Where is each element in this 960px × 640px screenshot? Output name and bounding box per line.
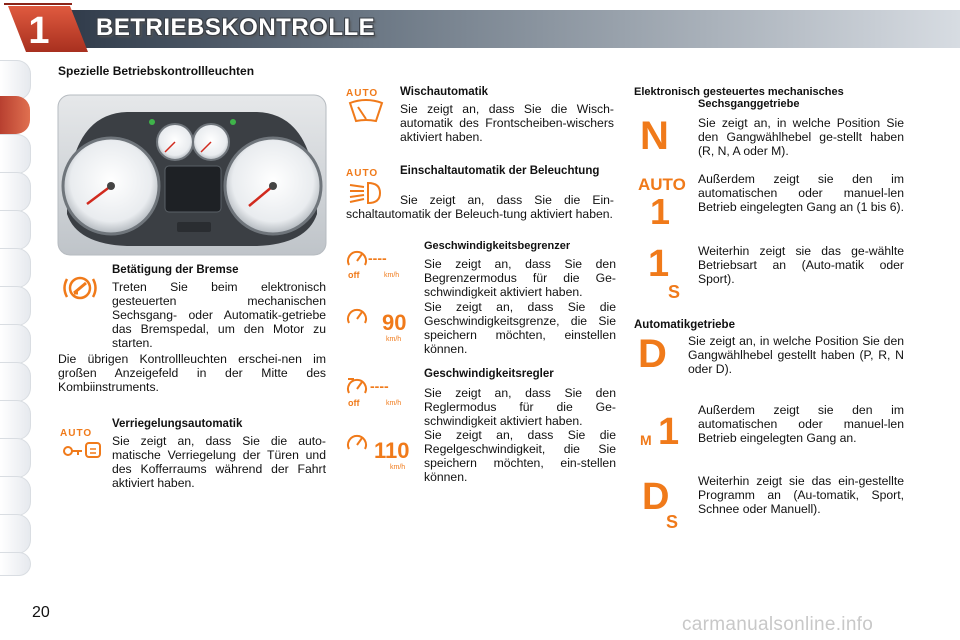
cruise-control-unit: km/h <box>386 400 402 407</box>
cruise-control-text-1: Sie zeigt an, dass Sie den Reglermodus für die Ge-schwindigkeit aktiviert haben. <box>424 386 616 428</box>
gear-1-label: 1 <box>650 191 671 232</box>
brake-warning-icon <box>60 272 100 304</box>
manual-mode-label: M <box>640 432 652 448</box>
chapter-tab-5[interactable] <box>0 210 31 250</box>
cruise-control-off-display <box>346 376 410 410</box>
auto-gear-1-label: 1 <box>658 411 680 453</box>
chapter-tab-11[interactable] <box>0 438 31 478</box>
speed-limiter-off-display <box>346 248 410 282</box>
manual-gearbox-text-3: Weiterhin zeigt sie das ge-wählte Betriebsart an (Auto-matik oder Sport). <box>698 244 904 286</box>
brake-text <box>112 280 326 350</box>
speed-limiter-off-label: off <box>348 270 360 280</box>
cruise-control-dashes: ---- <box>370 378 389 394</box>
speed-limiter-text-2: Sie zeigt an, dass Sie die Geschwindigkeitsgrenze, die Sie speichern möchten, einstellen können. <box>424 300 616 356</box>
automatic-gearbox-text-2: Außerdem zeigt sie den im automatischen oder manuel-len Betrieb eingelegten Gang an. <box>698 403 904 445</box>
cruise-control-value-display <box>346 432 416 472</box>
cruise-control-unit-2: km/h <box>390 464 406 471</box>
gear-auto-1-glyph <box>638 176 688 232</box>
gear-d-sport-glyph <box>642 478 690 534</box>
cruise-control-off-label: off <box>348 398 360 408</box>
wiper-text: Sie zeigt an, dass Sie die Wisch-automatik des Frontscheiben-wischers aktiviert haben. <box>400 102 614 144</box>
speed-limiter-heading: Geschwindigkeitsbegrenzer <box>424 240 571 252</box>
gear-1-sport-glyph <box>648 243 692 302</box>
automatic-gearbox-text-3: Weiterhin zeigt sie das ein-gestellte Programm an (Au-tomatik, Sport, Schnee oder Manuell). <box>698 474 904 516</box>
gear-auto-label: AUTO <box>638 175 686 194</box>
gear-1-sport-number: 1 <box>648 243 670 285</box>
cruise-speedometer-icon <box>346 376 368 396</box>
auto-lock-icon-label: AUTO <box>60 428 93 439</box>
manual-gearbox-heading-line-1: Elektronisch gesteuertes mechanisches <box>634 86 844 98</box>
speed-limiter-text-1: Sie zeigt an, dass Sie den Begrenzermodus für die Ge-schwindigkeit aktiviert haben. <box>424 257 616 299</box>
speed-limiter-unit-2: km/h <box>386 336 402 343</box>
speed-limiter-dashes: ---- <box>368 250 387 266</box>
wiper-heading: Wischautomatik <box>400 86 489 98</box>
section-title: Spezielle Betriebskontrollleuchten <box>58 64 255 78</box>
auto-wiper-icon <box>346 88 388 130</box>
chapter-tab-2-active[interactable] <box>0 96 30 134</box>
brake-text-body: Treten Sie beim elektronisch gesteuerten mechanischen Sechsgang- oder Automatik-getriebe das Bremspedal, um den Motor zu starten. <box>112 280 326 350</box>
auto-lock-icon <box>60 428 102 464</box>
chapter-tab-12[interactable] <box>0 476 31 516</box>
page-title: BETRIEBSKONTROLLE <box>96 14 376 41</box>
manual-gearbox-heading-line-2: Sechsganggetriebe <box>698 98 800 110</box>
chapter-tab-4[interactable] <box>0 172 31 212</box>
chapter-tab-10[interactable] <box>0 400 31 440</box>
automatic-gearbox-text-1: Sie zeigt an, in welche Position Sie den Gangwählhebel gestellt haben (P, R, N oder D). <box>688 334 904 376</box>
chapter-tab-3[interactable] <box>0 134 31 174</box>
cruise-control-text-2: Sie zeigt an, dass Sie die Regelgeschwindigkeit, die Sie speichern möchten, ein-stellen können. <box>424 428 616 484</box>
lighting-heading: Einschaltautomatik der Beleuchtung <box>400 165 600 177</box>
other-lights-text: Die übrigen Kontrollleuchten erschei-nen im großen Anzeigefeld in der Mitte des Kombiinstruments. <box>58 352 326 394</box>
locking-text: Sie zeigt an, dass Sie die auto-matische Verriegelung der Türen und des Kofferraums während der Fahrt aktiviert haben. <box>112 434 326 490</box>
lighting-text: Sie zeigt an, dass Sie die Ein-schaltautomatik der Beleuch-tung aktiviert haben. <box>346 193 614 221</box>
chapter-tab-6[interactable] <box>0 248 31 288</box>
sport-mode-label: S <box>668 282 681 302</box>
chapter-tab-13[interactable] <box>0 514 31 554</box>
auto-lighting-icon-label: AUTO <box>346 168 379 179</box>
locking-heading: Verriegelungsautomatik <box>112 418 243 430</box>
manual-gearbox-text-1: Sie zeigt an, in welche Position Sie den Gangwählhebel ge-stellt haben (R, N, A oder M). <box>698 116 904 158</box>
chapter-tab-1[interactable] <box>0 60 31 100</box>
gear-m1-glyph <box>638 412 688 460</box>
auto-wiper-icon-label: AUTO <box>346 88 379 99</box>
chapter-tab-14[interactable] <box>0 552 31 576</box>
cruise-speedometer-icon-2 <box>346 432 368 452</box>
cruise-control-heading: Geschwindigkeitsregler <box>424 368 554 380</box>
gear-n-glyph: N <box>640 114 669 158</box>
auto-sport-mode-label: S <box>666 512 679 532</box>
chapter-tab-9[interactable] <box>0 362 31 402</box>
chapter-tab-7[interactable] <box>0 286 31 326</box>
cruise-control-value: 110 <box>374 438 410 463</box>
chapter-tab-8[interactable] <box>0 324 31 364</box>
instrument-cluster-illustration <box>57 94 327 256</box>
gear-d-sport-letter: D <box>642 476 670 518</box>
chapter-number: 1 <box>28 10 50 52</box>
page-number: 20 <box>32 604 50 621</box>
key-lock-icon <box>60 439 102 461</box>
speedometer-icon <box>346 248 368 268</box>
speed-limiter-value-display <box>346 306 410 346</box>
watermark: carmanualsonline.info <box>682 614 874 635</box>
gear-d-glyph: D <box>638 332 667 376</box>
brake-heading: Betätigung der Bremse <box>112 264 239 276</box>
manual-gearbox-text-2: Außerdem zeigt sie den im automatischen oder manuel-len Betrieb eingelegten Gang an (1 bis 6). <box>698 172 904 214</box>
speed-limiter-value: 90 <box>382 310 407 335</box>
windscreen-wiper-icon <box>346 99 386 127</box>
speedometer-icon <box>346 306 368 326</box>
speed-limiter-unit: km/h <box>384 272 400 279</box>
automatic-gearbox-heading: Automatikgetriebe <box>634 319 735 331</box>
